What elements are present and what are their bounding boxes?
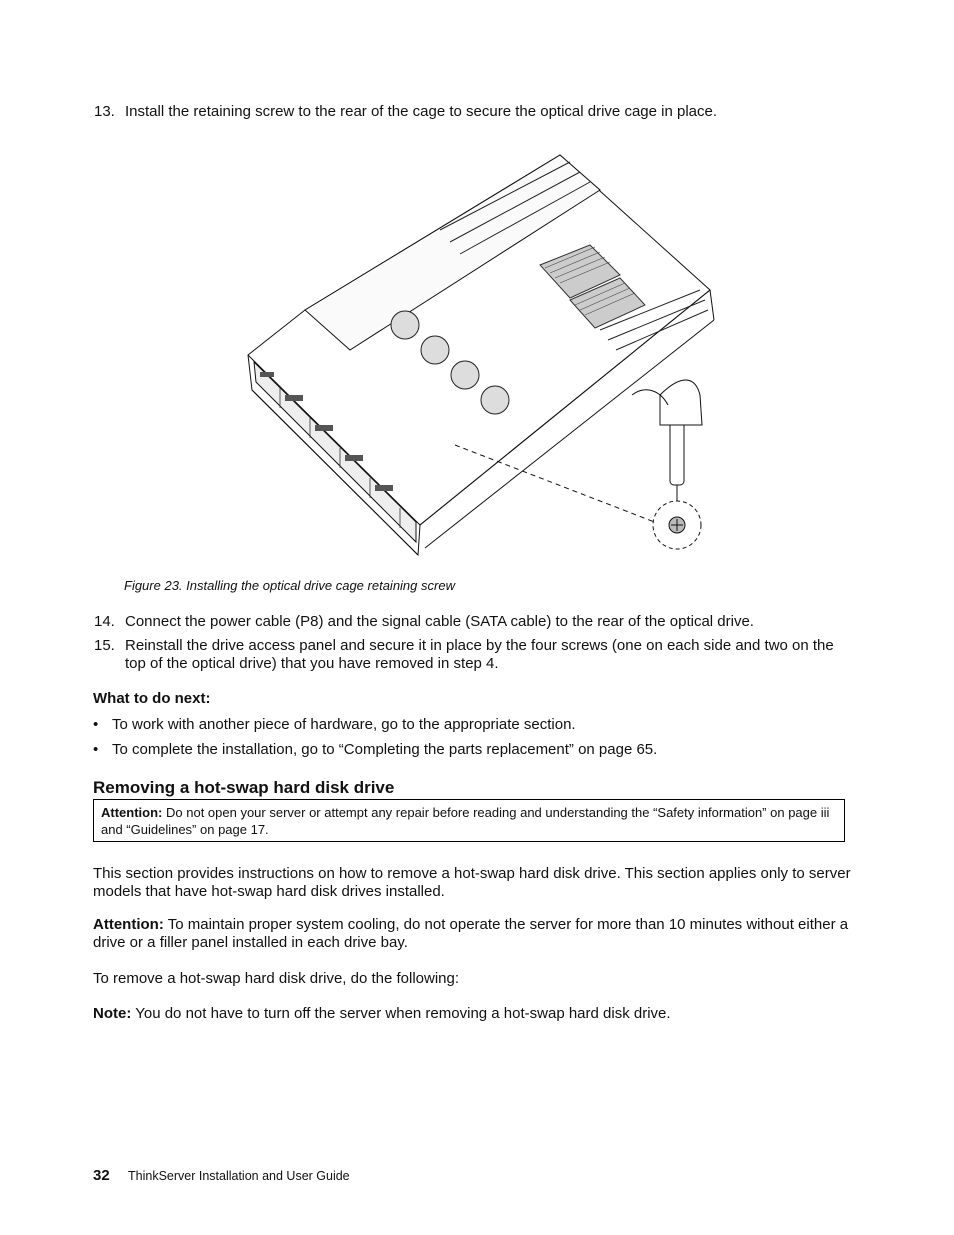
- bullet-icon: •: [93, 716, 99, 733]
- list-item-text: To work with another piece of hardware, go to the appropriate section.: [112, 716, 576, 733]
- procedure-intro: To remove a hot-swap hard disk drive, do the following:: [93, 970, 460, 987]
- step-15: [94, 637, 894, 675]
- note-label: Note:: [93, 1005, 132, 1022]
- step-text: Connect the power cable (P8) and the signal cable (SATA cable) to the rear of the optical drive.: [125, 613, 754, 630]
- list-item: [93, 741, 873, 759]
- note-paragraph: [93, 1005, 853, 1023]
- attention-paragraph: [93, 916, 853, 952]
- list-item-text: To complete the installation, go to “Completing the parts replacement” on page 65.: [112, 741, 658, 758]
- step-number: 15.: [94, 637, 115, 654]
- figure-caption: Figure 23. Installing the optical drive cage retaining screw: [124, 578, 455, 593]
- note-text: You do not have to turn off the server when removing a hot-swap hard disk drive.: [135, 1005, 671, 1022]
- figure-server-illustration: [240, 150, 730, 560]
- attention-text: To maintain proper system cooling, do not operate the server for more than 10 minutes without either a drive or a filler panel installed in each drive bay.: [93, 916, 849, 951]
- attention-label: Attention:: [93, 916, 164, 933]
- attention-box: [93, 799, 845, 842]
- step-text: Reinstall the drive access panel and secure it in place by the four screws (one on each side and two on the top of the optical drive) that you have removed in step 4.: [125, 637, 834, 672]
- attention-label: Attention:: [101, 805, 163, 820]
- what-to-do-next-heading: What to do next:: [93, 690, 211, 707]
- page-number: 32: [93, 1167, 110, 1184]
- footer-document-title: ThinkServer Installation and User Guide: [128, 1169, 350, 1183]
- step-13: [94, 103, 894, 123]
- intro-paragraph: This section provides instructions on how to remove a hot-swap hard disk drive. This section applies only to server models that have hot-swap hard disk drives installed.: [93, 865, 851, 900]
- bullet-icon: •: [93, 741, 99, 758]
- section-title: Removing a hot-swap hard disk drive: [93, 778, 395, 797]
- step-14: [94, 613, 894, 633]
- step-text: Install the retaining screw to the rear of the cage to secure the optical drive cage in place.: [125, 103, 718, 120]
- attention-text: Do not open your server or attempt any repair before reading and understanding the “Safety information” on page iii and “Guidelines” on page 17.: [101, 805, 830, 837]
- list-item: [93, 716, 873, 734]
- server-chassis-drawing: [240, 150, 730, 560]
- step-number: 14.: [94, 613, 115, 630]
- step-number: 13.: [94, 103, 115, 120]
